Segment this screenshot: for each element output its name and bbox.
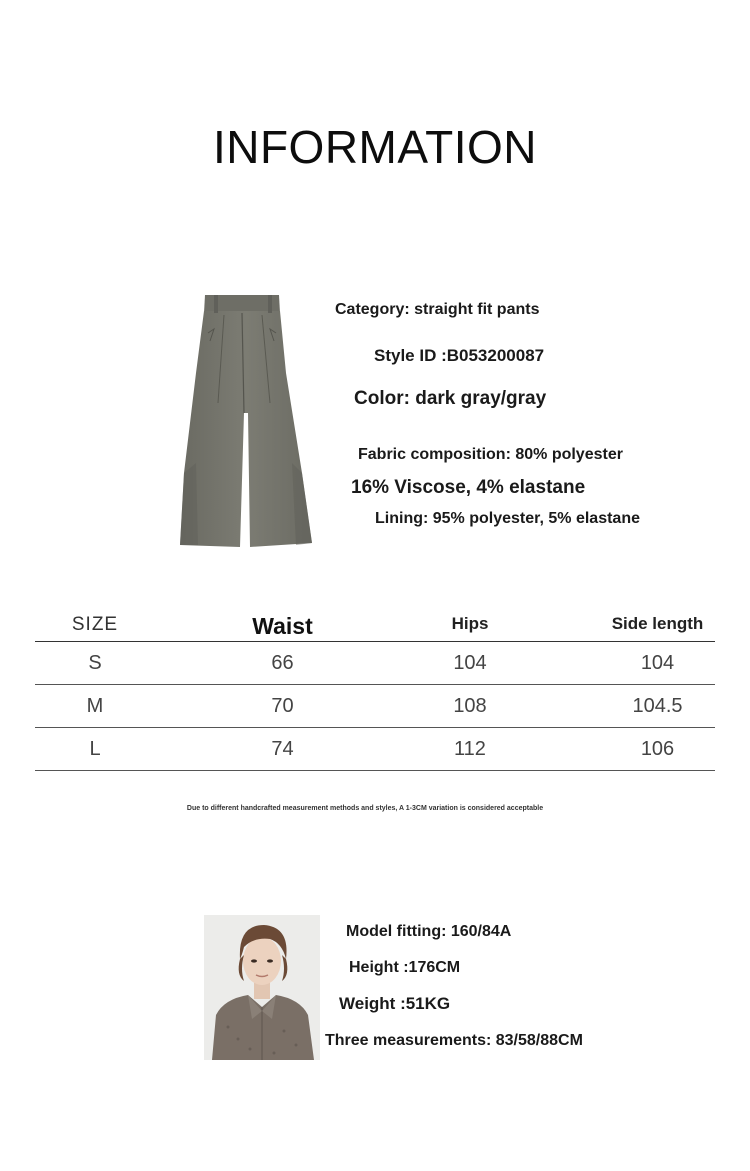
fabric-text: Fabric composition: 80% polyester: [358, 446, 623, 463]
cell-hips: 112: [454, 738, 486, 760]
cell-size: S: [88, 652, 102, 674]
cell-side-length: 106: [640, 738, 675, 760]
lining-text: Lining: 95% polyester, 5% elastane: [375, 510, 640, 527]
model-measurements-text: Three measurements: 83/58/88CM: [325, 1032, 583, 1049]
table-row: [35, 642, 715, 685]
pants-illustration: [178, 293, 314, 549]
cell-side-length: 104: [640, 652, 675, 674]
product-image: [178, 293, 314, 549]
category-text: Category: straight fit pants: [335, 301, 540, 318]
header-waist: Waist: [252, 613, 313, 639]
fabric-text-2: 16% Viscose, 4% elastane: [351, 477, 586, 498]
header-side-length: Side length: [611, 614, 704, 633]
table-header: [35, 612, 715, 642]
cell-waist: 74: [271, 738, 294, 760]
color-text: Color: dark gray/gray: [354, 388, 547, 409]
table-row: [35, 685, 715, 728]
model-photo: [204, 915, 320, 1060]
cell-hips: 104: [453, 652, 487, 674]
measurement-note: Due to different handcrafted measurement methods and styles, A 1-3CM variation is considered acceptable: [186, 805, 544, 812]
table-row: [35, 728, 715, 771]
cell-size: M: [86, 695, 104, 717]
header-hips: Hips: [451, 614, 489, 633]
model-fitting-text: Model fitting: 160/84A: [346, 923, 512, 940]
cell-size: L: [89, 738, 101, 760]
size-table: [35, 612, 715, 771]
cell-waist: 66: [271, 652, 294, 674]
cell-hips: 108: [453, 695, 487, 717]
page-title: INFORMATION: [212, 121, 538, 173]
cell-waist: 70: [271, 695, 294, 717]
model-height-text: Height :176CM: [349, 959, 461, 976]
model-weight-text: Weight :51KG: [339, 994, 451, 1013]
header-size: SIZE: [71, 614, 119, 635]
cell-side-length: 104.5: [632, 695, 683, 717]
style-id-text: Style ID :B053200087: [374, 346, 545, 365]
